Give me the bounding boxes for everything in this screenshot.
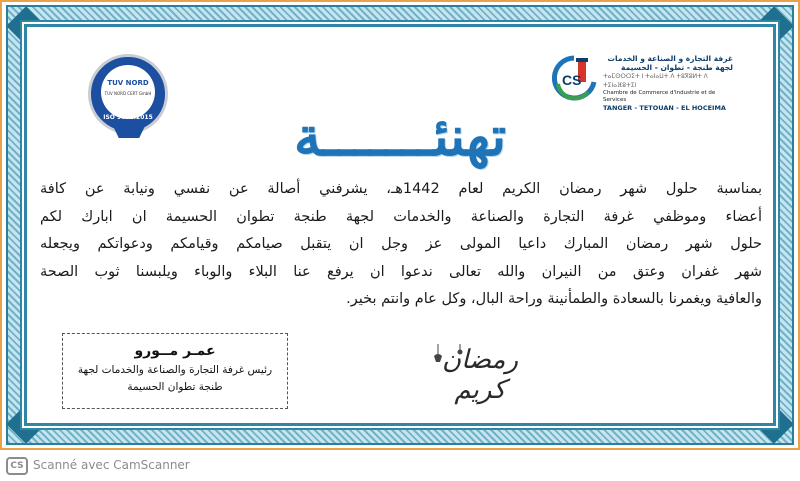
badge-cert: ISO 9001:2015 [103, 114, 153, 121]
badge-brand: TUV NORD [107, 79, 149, 87]
chamber-name-fr: Chambre de Commerce d'Industrie et de Services [603, 90, 716, 103]
signatory-role [63, 362, 287, 396]
page-title: تهنئـــــــة [293, 104, 507, 168]
signatory-role-line2: طنجة تطوان الحسيمة [127, 381, 223, 393]
greeting-body [40, 176, 762, 314]
badge-sub: TUV NORD CERT GmbH [104, 91, 152, 96]
body-line: شهر غفران وعتق من النيران والله تعالى ندعوا ان يرفع عنا البلاء والوباء ويلبسنا ثوب الصحة [40, 263, 762, 280]
chamber-name-ar-2: لجهة طنجة - تطوان - الحسيمة [621, 63, 733, 72]
chamber-name-tifinagh: ⵜⴰⵎⵙⵔⵔⵉⵜ ⵏ ⵜⴰⵏⴰⵡⵜ ⴷ ⵜⵓⴳⵓⵍⵜ ⴷ ⵜⵉⵏⴰⴼⵓⵜⵉⵏ [603, 73, 708, 89]
camscanner-icon: CS [6, 457, 28, 475]
signature-box [62, 333, 288, 409]
scanner-label: Scanné avec CamScanner [33, 458, 190, 472]
scanner-footer [0, 452, 800, 481]
body-line: أعضاء وموظفي غرفة التجارة والصناعة والخدمات لجهة طنجة تطوان الحسيمة ان ابارك لكم [40, 208, 762, 225]
body-line: والعافية ويغمرنا بالسعادة والطمأنينة وراحة البال، وكل عام وانتم بخير. [346, 291, 762, 307]
body-line: بمناسبة حلول شهر رمضان الكريم لعام 1442هـ، يشرفني أصالة عن نفسي ونيابة عن كافة [40, 181, 762, 197]
body-line: حلول شهر رمضان المبارك داعيا المولى عز وجل ان يتقبل صيامكم وقيامكم ودعواتكم ويجعله [40, 236, 762, 252]
chamber-cities: TANGER - TETOUAN - EL HOCEIMA [603, 104, 726, 112]
chamber-name-ar-1: غرفة التجارة و الصناعة و الخدمات [607, 54, 733, 63]
chamber-logo-icon [548, 54, 600, 102]
signatory-name: عمـر مــورو [134, 343, 216, 359]
ramadan-kareem-calligraphy: رمضان كريم [441, 345, 519, 405]
signatory-role-line1: رئيس غرفة التجارة والصناعة والخدمات لجهة [77, 364, 273, 376]
logo-letters: CS [562, 72, 582, 88]
